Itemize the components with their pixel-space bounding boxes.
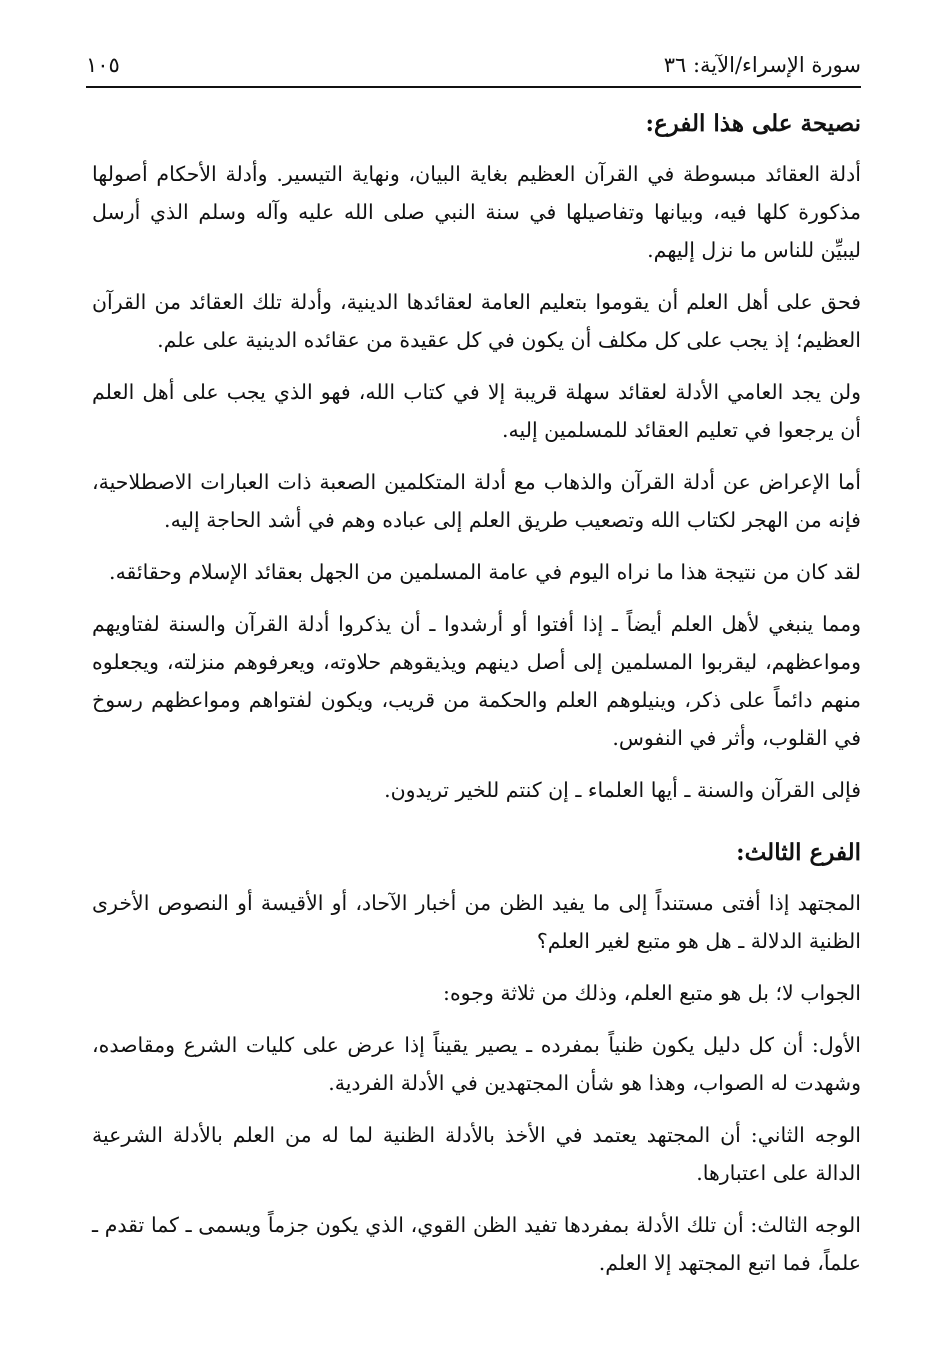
section-heading-advice: نصيحة على هذا الفرع: (645, 110, 861, 137)
paragraph: الوجه الثالث: أن تلك الأدلة بمفردها تفيد الظن القوي، الذي يكون جزماً ويسمى ـ كما تقدم ـ علماً، فما اتبع المجتهد إلا العلم. (92, 1213, 861, 1275)
paragraph: الجواب لا؛ بل هو متبع العلم، وذلك من ثلاثة وجوه: (443, 981, 861, 1005)
paragraph: فحق على أهل العلم أن يقوموا بتعليم العامة لعقائدها الدينية، وأدلة تلك العقائد من القرآن العظيم؛ إذ يجب على كل مكلف أن يكون في كل عقيدة من عقائده الدينية على علم. (92, 290, 861, 352)
section-heading-third-branch: الفرع الثالث: (736, 839, 861, 866)
page-number: ١٠٥ (86, 53, 120, 77)
paragraph: فإلى القرآن والسنة ـ أيها العلماء ـ إن كنتم للخير تريدون. (384, 778, 861, 802)
paragraph: أما الإعراض عن أدلة القرآن والذهاب مع أدلة المتكلمين الصعبة ذات العبارات الاصطلاحية، فإنه من الهجر لكتاب الله وتصعيب طريق العلم إلى عباده وهم في أشد الحاجة إليه. (92, 470, 861, 532)
paragraph: الوجه الثاني: أن المجتهد يعتمد في الأخذ بالأدلة الظنية لما له من العلم بالأدلة الشرعية الدالة على اعتبارها. (92, 1123, 861, 1185)
paragraph: الأول: أن كل دليل يكون ظنياً بمفرده ـ يصير يقيناً إذا عرض على كليات الشرع ومقاصده، وشهدت له الصواب، وهذا هو شأن المجتهدين في الأدلة الفردية. (92, 1033, 861, 1095)
paragraph: المجتهد إذا أفتى مستنداً إلى ما يفيد الظن من أخبار الآحاد، أو الأقيسة أو النصوص الأخرى الظنية الدلالة ـ هل هو متبع لغير العلم؟ (92, 891, 861, 953)
paragraph: ولن يجد العامي الأدلة لعقائد سهلة قريبة إلا في كتاب الله، فهو الذي يجب على أهل العلم أن يرجعوا في تعليم العقائد للمسلمين إليه. (92, 380, 861, 442)
paragraph: لقد كان من نتيجة هذا ما نراه اليوم في عامة المسلمين من الجهل بعقائد الإسلام وحقائقه. (109, 560, 861, 584)
section-spacer (92, 823, 861, 839)
paragraph: ومما ينبغي لأهل العلم أيضاً ـ إذا أفتوا أو أرشدوا ـ أن يذكروا أدلة القرآن والسنة لفتاويهم ومواعظهم، ليقربوا المسلمين إلى أصل دينهم ويذيقوهم حلاوته، ويعرفوهم منزلته، ويجعلوه منهم دائماً على ذكر، وينيلوهم العلم والحكمة من قريب، ويكون لفتواهم ومواعظهم رسوخ في القلوب، وأثر في النفوس. (92, 612, 861, 750)
running-header (86, 44, 861, 88)
page-body (92, 110, 861, 1296)
paragraph: أدلة العقائد مبسوطة في القرآن العظيم بغاية البيان، ونهاية التيسير. وأدلة الأحكام أصولها مذكورة كلها فيه، وبيانها وتفاصيلها في سنة النبي صلى الله عليه وآله وسلم الذي أرسل ليبيِّن للناس ما نزل إليهم. (92, 162, 861, 262)
chapter-title: سورة الإسراء/الآية: ٣٦ (663, 53, 861, 77)
